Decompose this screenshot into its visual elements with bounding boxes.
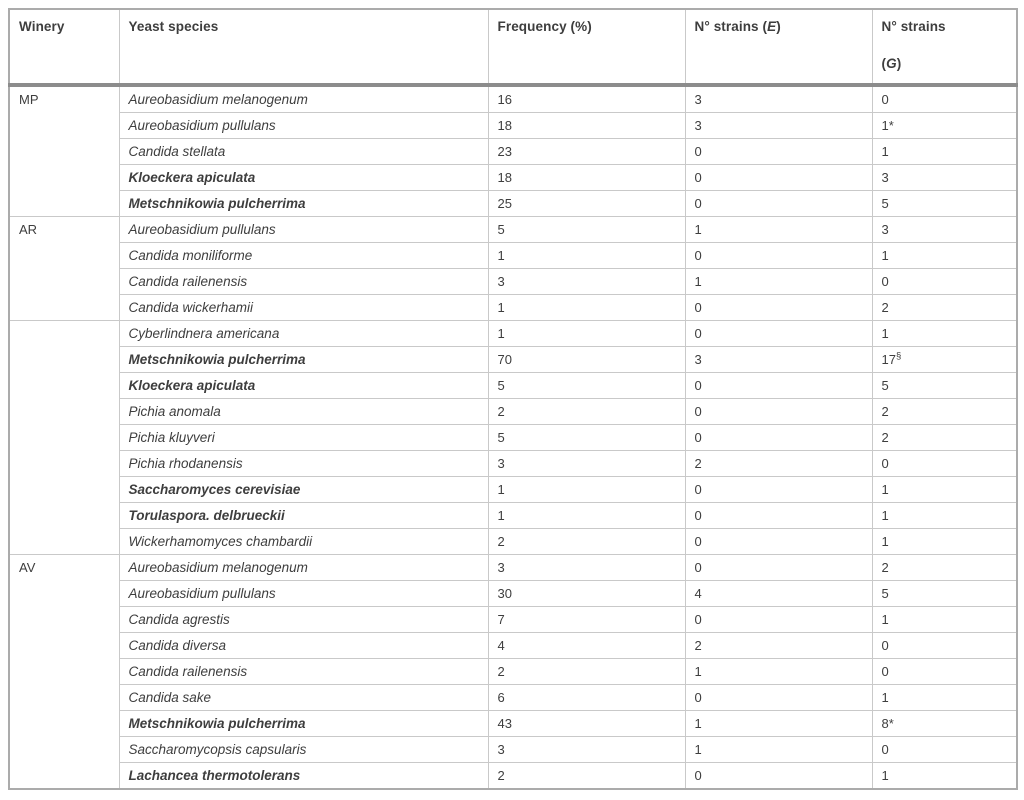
table-row bbox=[9, 581, 1017, 607]
frequency-cell: 25 bbox=[488, 191, 685, 217]
frequency-cell: 70 bbox=[488, 347, 685, 373]
strains-g-cell: 1 bbox=[872, 243, 1017, 269]
table-row bbox=[9, 711, 1017, 737]
table-row bbox=[9, 191, 1017, 217]
strains-g-cell: 0 bbox=[872, 633, 1017, 659]
strains-e-cell: 1 bbox=[685, 659, 872, 685]
table-row bbox=[9, 113, 1017, 139]
strains-e-cell: 4 bbox=[685, 581, 872, 607]
species-cell: Pichia kluyveri bbox=[119, 425, 488, 451]
strains-e-cell: 1 bbox=[685, 737, 872, 763]
strains-e-cell: 0 bbox=[685, 607, 872, 633]
strains-g-cell: 5 bbox=[872, 373, 1017, 399]
col-header-strains-e-label: N° strains (E) bbox=[694, 19, 781, 34]
species-cell: Torulaspora. delbrueckii bbox=[119, 503, 488, 529]
table-row bbox=[9, 165, 1017, 191]
frequency-cell: 1 bbox=[488, 243, 685, 269]
strains-g-cell: 0 bbox=[872, 737, 1017, 763]
frequency-cell: 2 bbox=[488, 529, 685, 555]
frequency-cell: 1 bbox=[488, 503, 685, 529]
strains-e-cell: 0 bbox=[685, 139, 872, 165]
strains-e-cell: 0 bbox=[685, 503, 872, 529]
species-cell: Candida wickerhamii bbox=[119, 295, 488, 321]
strains-g-cell: 2 bbox=[872, 399, 1017, 425]
table-row bbox=[9, 243, 1017, 269]
table-row bbox=[9, 555, 1017, 581]
col-header-winery-label: Winery bbox=[19, 19, 65, 34]
species-cell: Candida sake bbox=[119, 685, 488, 711]
strains-e-cell: 0 bbox=[685, 763, 872, 790]
species-cell: Metschnikowia pulcherrima bbox=[119, 191, 488, 217]
frequency-cell: 2 bbox=[488, 659, 685, 685]
species-cell: Cyberlindnera americana bbox=[119, 321, 488, 347]
table-row bbox=[9, 85, 1017, 113]
col-header-strains-g bbox=[872, 9, 1017, 85]
frequency-cell: 3 bbox=[488, 451, 685, 477]
strains-e-cell: 0 bbox=[685, 165, 872, 191]
strains-g-cell: 3 bbox=[872, 165, 1017, 191]
strains-g-cell: 1 bbox=[872, 685, 1017, 711]
strains-e-cell: 0 bbox=[685, 399, 872, 425]
strains-g-cell: 5 bbox=[872, 581, 1017, 607]
yeast-strains-table bbox=[8, 8, 1018, 790]
species-cell: Aureobasidium melanogenum bbox=[119, 85, 488, 113]
frequency-cell: 4 bbox=[488, 633, 685, 659]
strains-g-cell: 1 bbox=[872, 139, 1017, 165]
strains-g-cell: 2 bbox=[872, 425, 1017, 451]
strains-g-cell: 1 bbox=[872, 607, 1017, 633]
strains-g-cell: 3 bbox=[872, 217, 1017, 243]
frequency-cell: 16 bbox=[488, 85, 685, 113]
strains-e-cell: 0 bbox=[685, 373, 872, 399]
frequency-cell: 2 bbox=[488, 763, 685, 790]
col-header-species bbox=[119, 9, 488, 85]
table-row bbox=[9, 633, 1017, 659]
frequency-cell: 7 bbox=[488, 607, 685, 633]
frequency-cell: 1 bbox=[488, 295, 685, 321]
species-cell: Wickerhamomyces chambardii bbox=[119, 529, 488, 555]
header-row bbox=[9, 9, 1017, 85]
strains-e-cell: 0 bbox=[685, 425, 872, 451]
strains-e-cell: 1 bbox=[685, 711, 872, 737]
strains-g-cell: 1 bbox=[872, 529, 1017, 555]
strains-e-cell: 0 bbox=[685, 477, 872, 503]
table-row bbox=[9, 295, 1017, 321]
strains-g-cell: 1* bbox=[872, 113, 1017, 139]
table-row bbox=[9, 503, 1017, 529]
table-row bbox=[9, 685, 1017, 711]
strains-e-cell: 0 bbox=[685, 555, 872, 581]
strains-g-cell: 1 bbox=[872, 477, 1017, 503]
strains-g-cell: 2 bbox=[872, 295, 1017, 321]
species-cell: Aureobasidium melanogenum bbox=[119, 555, 488, 581]
species-cell: Pichia rhodanensis bbox=[119, 451, 488, 477]
species-cell: Candida railenensis bbox=[119, 269, 488, 295]
frequency-cell: 18 bbox=[488, 165, 685, 191]
species-cell: Candida railenensis bbox=[119, 659, 488, 685]
species-cell: Aureobasidium pullulans bbox=[119, 217, 488, 243]
species-cell: Saccharomyces cerevisiae bbox=[119, 477, 488, 503]
strains-g-cell: 17§ bbox=[872, 347, 1017, 373]
strains-e-cell: 0 bbox=[685, 321, 872, 347]
table-row bbox=[9, 451, 1017, 477]
species-cell: Kloeckera apiculata bbox=[119, 373, 488, 399]
species-cell: Candida stellata bbox=[119, 139, 488, 165]
strains-g-cell: 2 bbox=[872, 555, 1017, 581]
species-cell: Candida moniliforme bbox=[119, 243, 488, 269]
col-header-strains-e bbox=[685, 9, 872, 85]
species-cell: Pichia anomala bbox=[119, 399, 488, 425]
species-cell: Candida agrestis bbox=[119, 607, 488, 633]
strains-g-cell: 0 bbox=[872, 659, 1017, 685]
strains-e-cell: 1 bbox=[685, 269, 872, 295]
strains-g-cell: 0 bbox=[872, 269, 1017, 295]
frequency-cell: 3 bbox=[488, 555, 685, 581]
table-row bbox=[9, 529, 1017, 555]
strains-g-cell: 0 bbox=[872, 85, 1017, 113]
winery-cell: AV bbox=[9, 555, 119, 790]
table-row bbox=[9, 659, 1017, 685]
species-cell: Aureobasidium pullulans bbox=[119, 581, 488, 607]
table-row bbox=[9, 399, 1017, 425]
strains-e-cell: 0 bbox=[685, 685, 872, 711]
frequency-cell: 2 bbox=[488, 399, 685, 425]
frequency-cell: 5 bbox=[488, 425, 685, 451]
strains-e-cell: 0 bbox=[685, 243, 872, 269]
table-row bbox=[9, 477, 1017, 503]
frequency-cell: 6 bbox=[488, 685, 685, 711]
strains-g-cell: 1 bbox=[872, 321, 1017, 347]
table-row bbox=[9, 607, 1017, 633]
frequency-cell: 5 bbox=[488, 373, 685, 399]
frequency-cell: 23 bbox=[488, 139, 685, 165]
table-row bbox=[9, 321, 1017, 347]
table-body bbox=[9, 85, 1017, 789]
col-header-strains-g-line2: (G) bbox=[881, 56, 902, 71]
table-row bbox=[9, 217, 1017, 243]
strains-g-cell: 1 bbox=[872, 763, 1017, 790]
frequency-cell: 1 bbox=[488, 321, 685, 347]
frequency-cell: 1 bbox=[488, 477, 685, 503]
strains-g-cell: 1 bbox=[872, 503, 1017, 529]
table-row bbox=[9, 139, 1017, 165]
winery-cell: AR bbox=[9, 217, 119, 321]
strains-e-cell: 0 bbox=[685, 191, 872, 217]
winery-cell: MP bbox=[9, 85, 119, 217]
yeast-table-container bbox=[8, 8, 1016, 790]
strains-e-cell: 3 bbox=[685, 113, 872, 139]
table-row bbox=[9, 737, 1017, 763]
table-row bbox=[9, 347, 1017, 373]
species-cell: Kloeckera apiculata bbox=[119, 165, 488, 191]
species-cell: Metschnikowia pulcherrima bbox=[119, 347, 488, 373]
col-header-strains-g-line1: N° strains bbox=[881, 19, 946, 34]
col-header-frequency-label: Frequency (%) bbox=[497, 19, 592, 34]
frequency-cell: 43 bbox=[488, 711, 685, 737]
strains-e-cell: 1 bbox=[685, 217, 872, 243]
col-header-frequency bbox=[488, 9, 685, 85]
strains-e-cell: 0 bbox=[685, 295, 872, 321]
strains-e-cell: 2 bbox=[685, 451, 872, 477]
table-row bbox=[9, 269, 1017, 295]
table-row bbox=[9, 373, 1017, 399]
col-header-winery bbox=[9, 9, 119, 85]
frequency-cell: 5 bbox=[488, 217, 685, 243]
strains-e-cell: 3 bbox=[685, 347, 872, 373]
species-cell: Saccharomycopsis capsularis bbox=[119, 737, 488, 763]
species-cell: Candida diversa bbox=[119, 633, 488, 659]
col-header-species-label: Yeast species bbox=[128, 19, 219, 34]
species-cell: Lachancea thermotolerans bbox=[119, 763, 488, 790]
section-mark-superscript: § bbox=[895, 350, 902, 362]
strains-e-cell: 0 bbox=[685, 529, 872, 555]
frequency-cell: 18 bbox=[488, 113, 685, 139]
strains-e-cell: 2 bbox=[685, 633, 872, 659]
strains-e-cell: 3 bbox=[685, 85, 872, 113]
species-cell: Metschnikowia pulcherrima bbox=[119, 711, 488, 737]
table-header bbox=[9, 9, 1017, 85]
species-cell: Aureobasidium pullulans bbox=[119, 113, 488, 139]
frequency-cell: 3 bbox=[488, 737, 685, 763]
table-row bbox=[9, 425, 1017, 451]
table-row bbox=[9, 763, 1017, 790]
frequency-cell: 3 bbox=[488, 269, 685, 295]
winery-cell bbox=[9, 321, 119, 555]
frequency-cell: 30 bbox=[488, 581, 685, 607]
strains-g-cell: 5 bbox=[872, 191, 1017, 217]
strains-g-cell: 8* bbox=[872, 711, 1017, 737]
strains-g-cell: 0 bbox=[872, 451, 1017, 477]
